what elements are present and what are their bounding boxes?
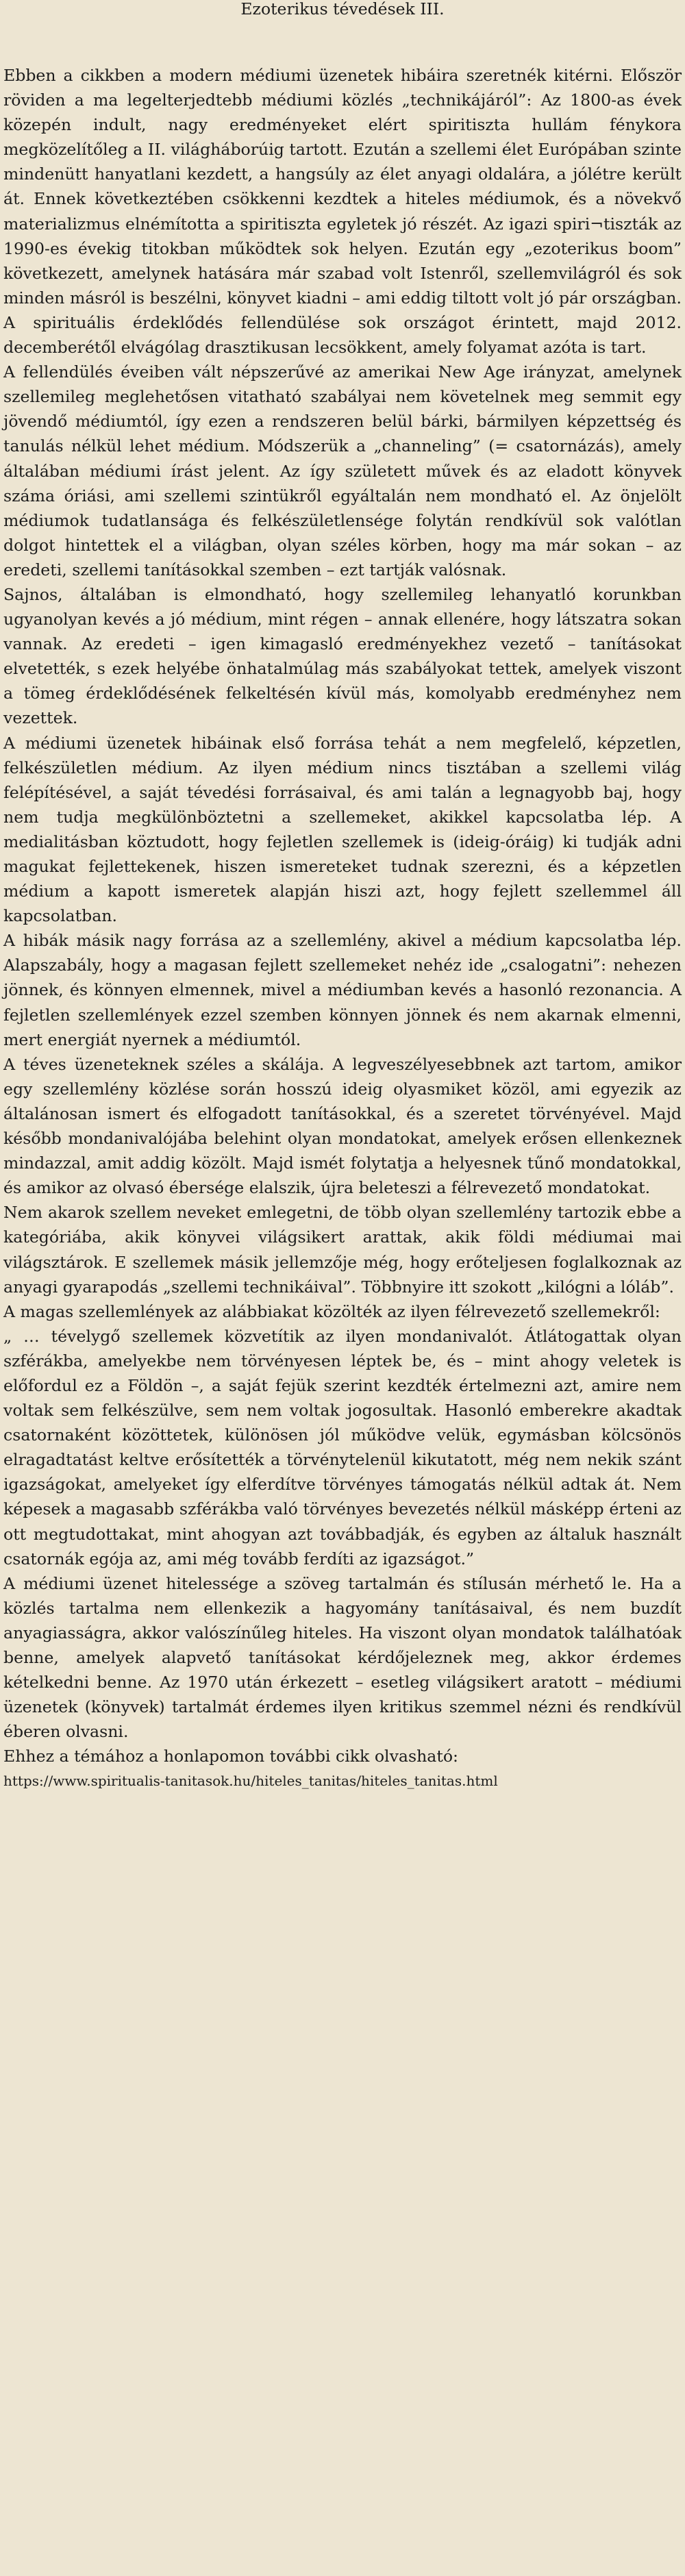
article-title: Ezoterikus tévedések III. [240, 0, 445, 18]
paragraph-3: Sajnos, általában is elmondható, hogy szellemileg lehanyatló korunkban ugyanolyan kevés a jó médium, mint régen – annak ellenére, hogy látszatra sokan vannak. Az eredeti – igen kimagasló eredményekhez vezető – tanításokat elvetették, s ezek helyébe önhatalmúlag más szabályokat tettek, amelyek viszont a tömeg érdeklődésének felkeltésén kívül más, komolyabb eredményhez nem vezettek. [3, 584, 682, 728]
paragraph-7: Nem akarok szellem neveket emlegetni, de több olyan szellemlény tartozik ebbe a kategóriába, akik könyvei világsikert arattak, akik földi médiumai mai világsztárok. E szellemek másik jellemzője még, hogy erőteljesen foglalkoznak az anyagi gyarapodás „szellemi technikáival”. Többnyire itt szokott „kilógni a lóláb”. [3, 1203, 682, 1297]
paragraph-8: A magas szellemlények az alábbiakat közölték az ilyen félrevezető szellemekről: [3, 1301, 660, 1321]
paragraph-10: A médiumi üzenet hitelessége a szöveg tartalmán és stílusán mérhető le. Ha a közlés tartalma nem ellenkezik a hagyomány tanításaival, és nem buzdít anyagiasságra, akkor valószínűleg hiteles. Ha viszont olyan mondatok találhatóak benne, amelyek alapvető tanításokat kérdőjeleznek meg, akkor érdemes kételkedni benne. Az 1970 után érkezett – esetleg világsikert aratott – médiumi üzenetek (könyvek) tartalmát érdemes ilyen kritikus szemmel nézni és rendkívül éberen olvasni. [3, 1573, 682, 1742]
paragraph-6: A téves üzeneteknek széles a skálája. A legveszélyesebbnek azt tartom, amikor egy szellemlény közlése során hosszú ideig olyasmiket közöl, ami egyezik az általánosan ismert és elfogadott tanításokkal, és a szeretet törvényével. Majd később mondanivalójába belehint olyan mondatokat, amelyek erősen ellenkeznek mindazzal, amit addig közölt. Majd ismét folytatja a helyesnek tűnő mondatokkal, és amikor az olvasó ébersége elalszik, újra beleteszi a félrevezető mondatokat. [3, 1054, 682, 1198]
quote-paragraph: „ … tévelygő szellemek közvetítik az ilyen mondanivalót. Átlátogattak olyan szférákba, amelyekbe nem törvényesen léptek be, és – mint ahogy veletek is előfordul ez a Földön –, a saját fejük szerint kezdték értelmezni azt, amire nem voltak sem felkészülve, sem nem voltak jogosultak. Hasonló emberekre akadtak csatornaként közöttetek, különösen jól működve velük, egymásban kölcsönös elragadtatást keltve erősítették a törvénytelenül kikutatott, még nem nekik szánt igazságokat, amelyeket így elferdítve törvényes támogatás nélkül adtak át. Nem képesek a magasabb szférákba való törvényes bevezetés nélkül másképp érteni az ott megtudottakat, mint ahogyan azt továbbadják, és egyben az általuk használt csatornák egója az, ami még tovább ferdíti az igazságot.” [3, 1326, 682, 1568]
paragraph-4: A médiumi üzenetek hibáinak első forrása tehát a nem megfelelő, képzetlen, felkészületlen médium. Az ilyen médium nincs tisztában a szellemi világ felépítésével, a saját tévedési forrásaival, és ami talán a legnagyobb baj, hogy nem tudja megkülönböztetni a szellemeket, akikkel kapcsolatba lép. A medialitásban köztudott, hogy fejletlen szellemek is (ideig-óráig) ki tudják adni magukat fejlettekenek, hiszen ismereteket tudnak szerezni, és a képzetlen médium a kapott ismeretek alapján hiszi azt, hogy fejlett szellemmel áll kapcsolatban. [3, 733, 682, 926]
article-body [3, 63, 682, 1793]
paragraph-1: Ebben a cikkben a modern médiumi üzenetek hibáira szeretnék kitérni. Először röviden a ma legelterjedtebb médiumi közlés „technikájáról”: Az 1800-as évek közepén indult, nagy eredményeket elért spiritiszta hullám fénykora megközelítőleg a II. világháborúig tartott. Ezután a szellemi élet Európában szinte mindenütt hanyatlani kezdett, a hangsúly az élet anyagi oldalára, a jólétre került át. Ennek következtében csökkenni kezdtek a hiteles médiumok, és a növekvő materializmus elnémította a spiritiszta egyletek jó részét. Az igazi spiri¬tiszták az 1990-es évekig titokban működtek sok helyen. Ezután egy „ezoterikus boom” következett, amelynek hatására már szabad volt Istenről, szellemvilágról és sok minden másról is beszélni, könyvet kiadni – ami eddig tiltott volt jó pár országban. A spirituális érdeklődés fellendülése sok országot érintett, majd 2012. decemberétől elvágólag drasztikusan lecsökkent, amely folyamat azóta is tart. [3, 66, 682, 358]
paragraph-11: Ehhez a témához a honlapomon további cikk olvasható: [3, 1747, 458, 1766]
paragraph-2: A fellendülés éveiben vált népszerűvé az amerikai New Age irányzat, amelynek szellemileg meglehetősen vitatható szabályai nem követelnek meg semmit egy jövendő médiumtól, így ezen a rendszeren belül bárki, bármilyen képzettség és tanulás nélkül lehet médium. Módszerük a „channeling” (= csatornázás), amely általában médiumi írást jelent. Az így született művek és az eladott könyvek száma óriási, ami szellemi szintükről egyáltalán nem mondható el. Az önjelölt médiumok tudatlansága és felkészületlensége folytán rendkívül sok valótlan dolgot hintettek el a világban, olyan széles körben, hogy ma már sokan – az eredeti, szellemi tanításokkal szemben – ezt tartják valósnak. [3, 362, 682, 579]
article-link-url: https://www.spiritualis-tanitasok.hu/hiteles_tanitas/hiteles_tanitas.html [3, 1773, 498, 1790]
paragraph-5: A hibák másik nagy forrása az a szellemlény, akivel a médium kapcsolatba lép. Alapszabály, hogy a magasan fejlett szellemeket nehéz ide „csalogatni”: nehezen jönnek, és könnyen elmennek, mivel a médiumban kevés a hasonló rezonancia. A fejletlen szellemlények ezzel szemben könnyen jönnek és nem akarnak elmenni, mert energiát nyernek a médiumtól. [3, 931, 682, 1049]
